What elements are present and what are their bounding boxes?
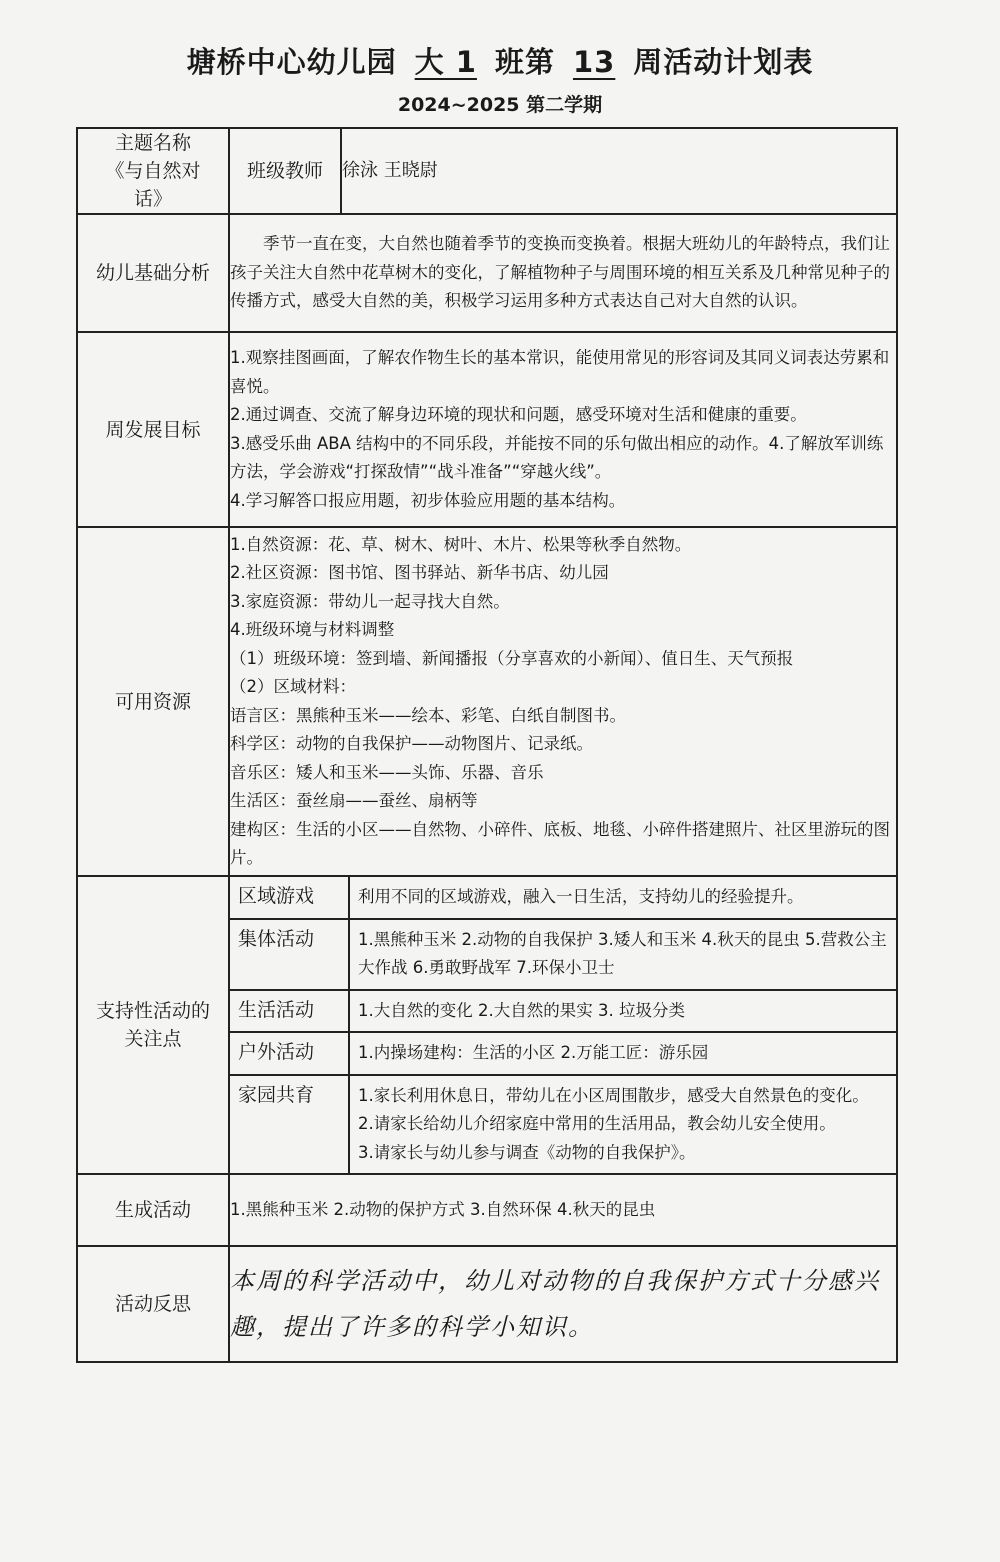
theme-label-line-3: 话》	[133, 188, 172, 210]
support-label-cell	[77, 876, 229, 1174]
plan-table	[76, 127, 898, 1363]
support-sub-label: 集体活动	[230, 919, 349, 990]
resource-item: （2）区域材料：	[230, 677, 356, 696]
analysis-label: 幼儿基础分析	[77, 214, 229, 332]
teacher-label: 班级教师	[229, 128, 341, 214]
generated-row	[77, 1174, 897, 1246]
support-sub-value	[349, 1075, 896, 1174]
resource-item: （1）班级环境：签到墙、新闻播报（分享喜欢的小新闻）、值日生、天气预报	[230, 648, 794, 668]
title-mid: 班第	[494, 45, 555, 79]
resources-row	[77, 527, 897, 876]
support-subrow	[230, 877, 896, 919]
support-sub-label: 户外活动	[230, 1032, 349, 1075]
home-coop-item: 2.请家长给幼儿介绍家庭中常用的生活用品，教会幼儿安全使用。	[358, 1114, 836, 1133]
home-coop-item: 1.家长利用休息日，带幼儿在小区周围散步，感受大自然景色的变化。	[358, 1085, 869, 1105]
support-subrow	[230, 1032, 896, 1075]
class-name: 大 1	[414, 45, 477, 79]
support-sub-label: 生活活动	[230, 990, 349, 1033]
support-subrow	[230, 919, 896, 990]
week-number: 13	[572, 45, 616, 79]
home-coop-item: 3.请家长与幼儿参与调查《动物的自我保护》。	[358, 1142, 696, 1162]
support-subrow	[230, 1075, 896, 1174]
goal-item: 2.通过调查、交流了解身边环境的现状和问题，感受环境对生活和健康的重要。	[230, 405, 807, 424]
reflection-handwriting: 本周的科学活动中，幼儿对动物的自我保护方式十分感兴趣，提出了许多的科学小知识。	[229, 1246, 897, 1362]
resources-cell	[229, 527, 897, 876]
title-suffix: 周活动计划表	[633, 45, 814, 79]
theme-row	[77, 128, 897, 214]
analysis-cell	[229, 214, 897, 332]
support-row	[77, 876, 897, 1174]
goal-item: 4.学习解答口报应用题，初步体验应用题的基本结构。	[230, 490, 626, 510]
resource-item: 4.班级环境与材料调整	[230, 620, 395, 639]
support-subrow	[230, 990, 896, 1033]
analysis-text: 季节一直在变，大自然也随着季节的变换而变换着。根据大班幼儿的年龄特点，我们让孩子关注大自然中花草树木的变化，了解植物种子与周围环境的相互关系及几种常见种子的传播方式，感受大自然的美，积极学习运用多种方式表达自己对大自然的认识。	[230, 234, 890, 311]
page-title	[0, 40, 1000, 81]
theme-label-cell	[77, 128, 229, 214]
analysis-row	[77, 214, 897, 332]
support-label-line-1: 支持性活动的	[95, 1000, 210, 1022]
resource-item: 建构区：生活的小区——自然物、小碎件、底板、地毯、小碎件搭建照片、社区里游玩的图片。	[230, 819, 890, 867]
reflection-label: 活动反思	[77, 1246, 229, 1362]
reflection-row	[77, 1246, 897, 1362]
resource-item: 1.自然资源：花、草、树木、树叶、木片、松果等秋季自然物。	[230, 534, 692, 554]
support-sub-value: 利用不同的区域游戏，融入一日生活，支持幼儿的经验提升。	[349, 877, 896, 919]
goal-item: 1.观察挂图画面，了解农作物生长的基本常识，能使用常见的形容词及其同义词表达劳累和喜悦。	[230, 348, 890, 396]
support-cell	[229, 876, 897, 1174]
goals-label: 周发展目标	[77, 332, 229, 527]
goals-row	[77, 332, 897, 527]
goals-cell	[229, 332, 897, 527]
goal-item: 3.感受乐曲 ABA 结构中的不同乐段，并能按不同的乐句做出相应的动作。4.了解放军训练方法，学会游戏“打探敌情”“战斗准备”“穿越火线”。	[230, 433, 884, 481]
resources-label: 可用资源	[77, 527, 229, 876]
teacher-names: 徐泳 王晓尉	[341, 128, 897, 214]
support-sub-label: 区域游戏	[230, 877, 349, 919]
support-sub-value: 1.大自然的变化 2.大自然的果实 3. 垃圾分类	[349, 990, 896, 1033]
support-sub-value: 1.内操场建构：生活的小区 2.万能工匠：游乐园	[349, 1032, 896, 1075]
support-subtable	[230, 877, 896, 1173]
title-prefix: 塘桥中心幼儿园	[186, 45, 397, 79]
generated-value: 1.黑熊种玉米 2.动物的保护方式 3.自然环保 4.秋天的昆虫	[229, 1174, 897, 1246]
support-sub-value: 1.黑熊种玉米 2.动物的自我保护 3.矮人和玉米 4.秋天的昆虫 5.营救公主大作战 6.勇敢野战军 7.环保小卫士	[349, 919, 896, 990]
theme-label-line-2: 《与自然对	[105, 160, 201, 182]
resource-item: 科学区：动物的自我保护——动物图片、记录纸。	[230, 734, 593, 753]
generated-label: 生成活动	[77, 1174, 229, 1246]
semester-subtitle: 2024~2025 第二学期	[397, 94, 603, 116]
support-sub-label: 家园共育	[230, 1075, 349, 1174]
resource-item: 音乐区：矮人和玉米——头饰、乐器、音乐	[230, 762, 544, 782]
theme-label-line-1: 主题名称	[114, 132, 191, 154]
resource-item: 3.家庭资源：带幼儿一起寻找大自然。	[230, 591, 510, 611]
resource-item: 生活区：蚕丝扇——蚕丝、扇柄等	[230, 791, 478, 810]
support-label-line-2: 关注点	[124, 1028, 182, 1050]
resource-item: 2.社区资源：图书馆、图书驿站、新华书店、幼儿园	[230, 563, 609, 582]
resource-item: 语言区：黑熊种玉米——绘本、彩笔、白纸自制图书。	[230, 705, 626, 725]
